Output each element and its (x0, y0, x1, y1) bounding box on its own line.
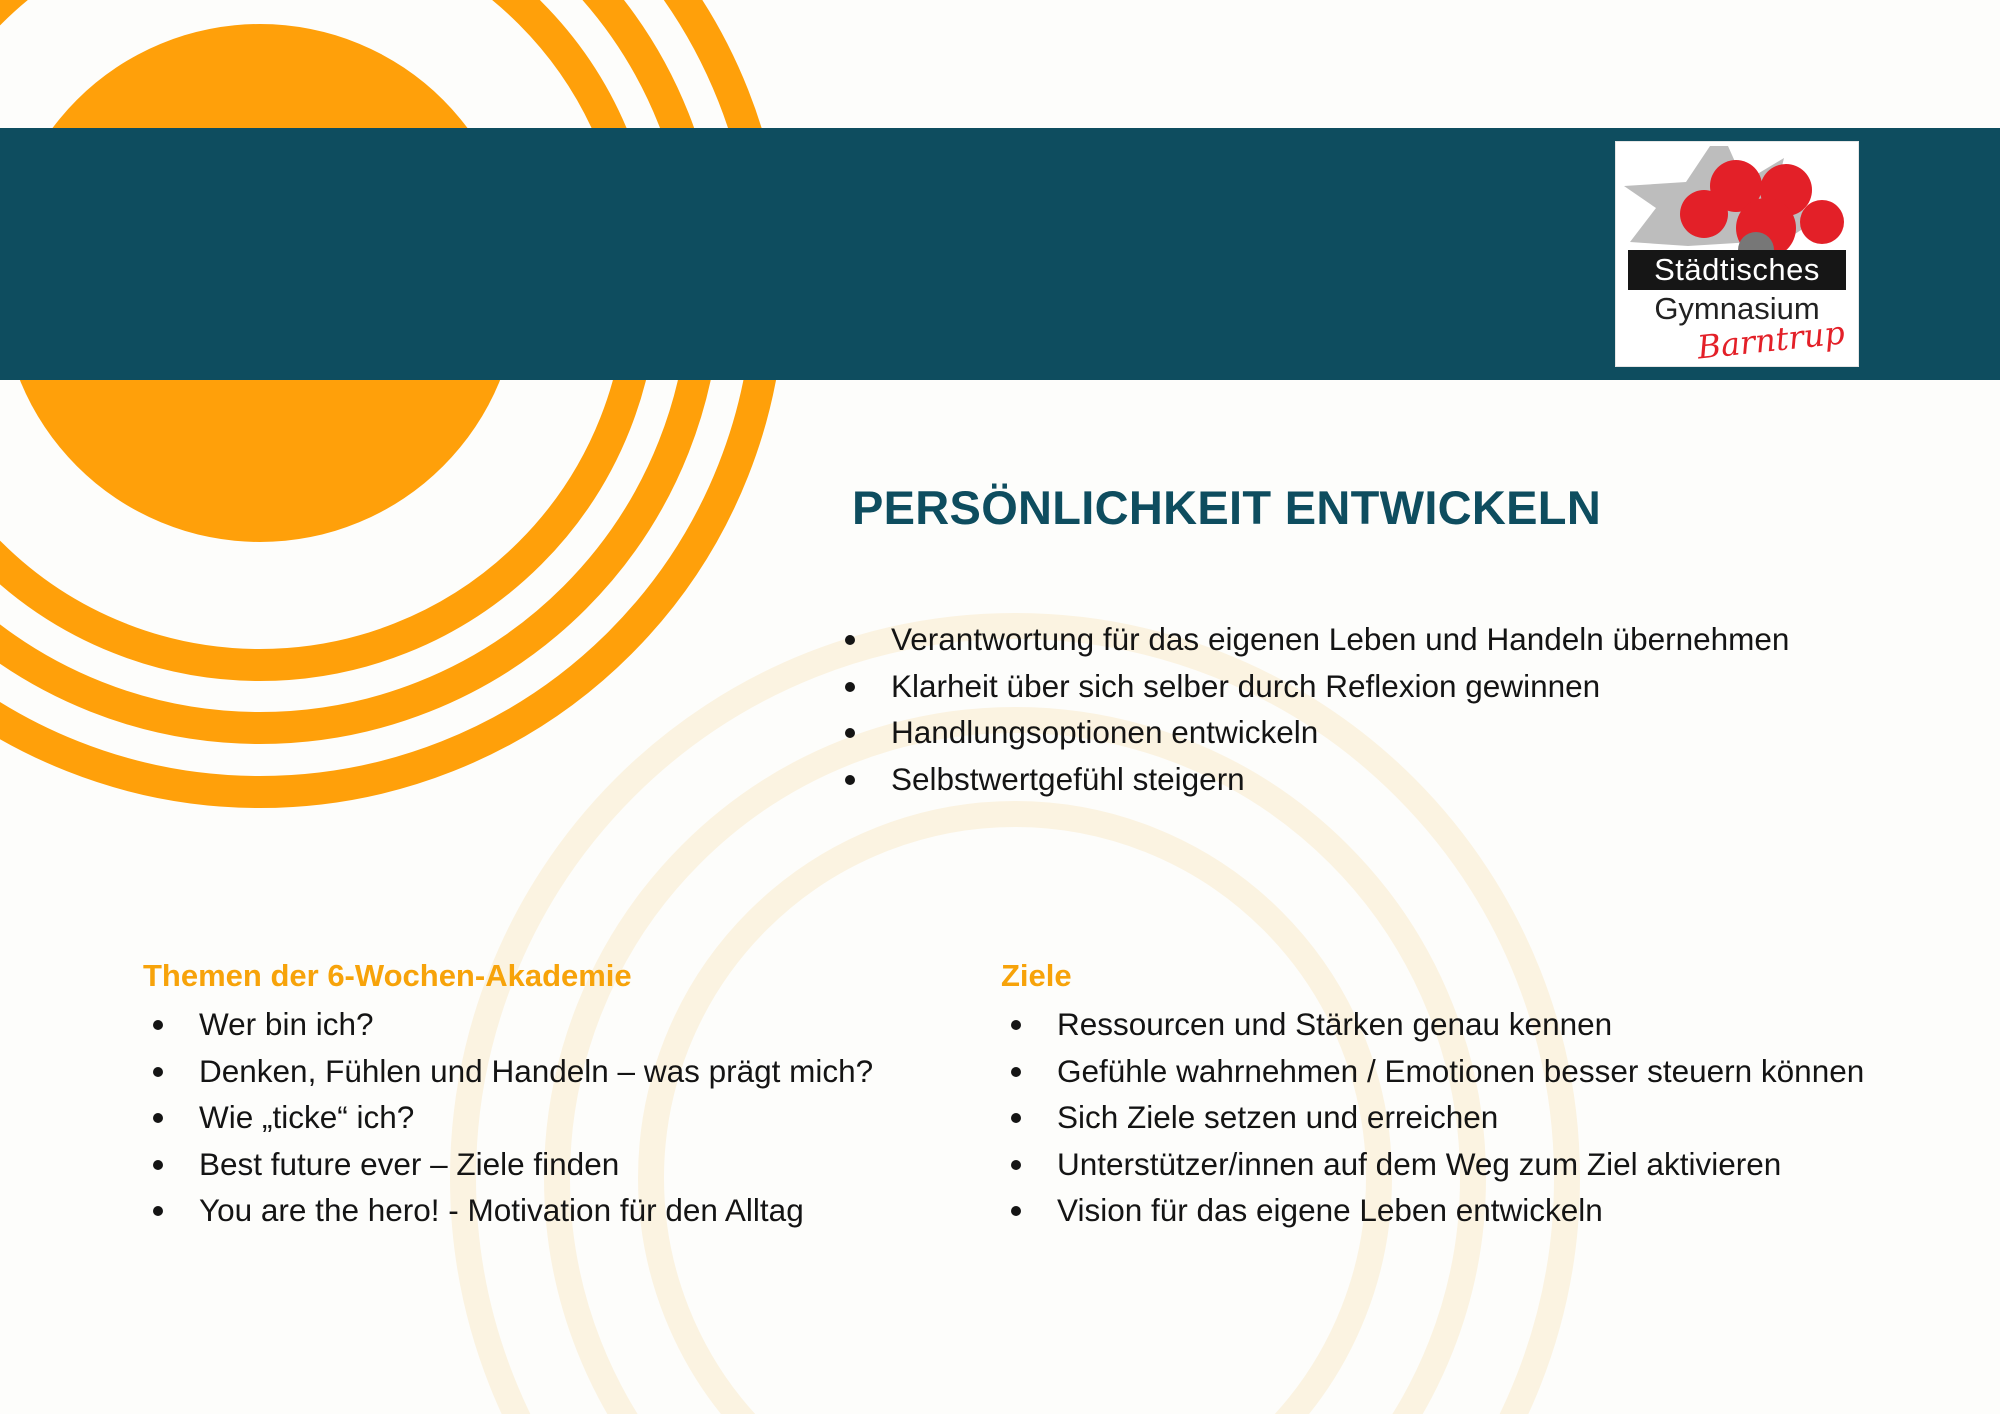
school-logo (1616, 142, 1858, 366)
list-item: Klarheit über sich selber durch Reflexion gewinnen (835, 663, 1789, 710)
list-item: Wie „ticke“ ich? (143, 1094, 873, 1141)
list-item: Handlungsoptionen entwickeln (835, 709, 1789, 756)
topics-heading: Themen der 6-Wochen-Akademie (143, 958, 632, 993)
list-item: Sich Ziele setzen und erreichen (1001, 1094, 1864, 1141)
list-item: Denken, Fühlen und Handeln – was prägt mich? (143, 1048, 873, 1095)
topics-list (143, 1001, 873, 1234)
goals-list (1001, 1001, 1864, 1234)
goals-heading: Ziele (1001, 958, 1072, 993)
list-item: Wer bin ich? (143, 1001, 873, 1048)
list-item: Selbstwertgefühl steigern (835, 756, 1789, 803)
list-item: Vision für das eigene Leben entwickeln (1001, 1187, 1864, 1234)
logo-script-text: Barntrup (1695, 313, 1847, 367)
logo-text-line2: Gymnasium (1654, 291, 1820, 326)
list-item: Unterstützer/innen auf dem Weg zum Ziel aktivieren (1001, 1141, 1864, 1188)
page-title: PERSÖNLICHKEIT ENTWICKELN (852, 481, 1602, 534)
logo-text-line1: Städtisches (1628, 250, 1846, 290)
main-goals-list (835, 616, 1789, 802)
list-item: You are the hero! - Motivation für den Alltag (143, 1187, 873, 1234)
list-item: Gefühle wahrnehmen / Emotionen besser steuern können (1001, 1048, 1864, 1095)
list-item: Verantwortung für das eigenen Leben und Handeln übernehmen (835, 616, 1789, 663)
list-item: Ressourcen und Stärken genau kennen (1001, 1001, 1864, 1048)
orange-sun-circles (0, 0, 769, 792)
list-item: Best future ever – Ziele finden (143, 1141, 873, 1188)
